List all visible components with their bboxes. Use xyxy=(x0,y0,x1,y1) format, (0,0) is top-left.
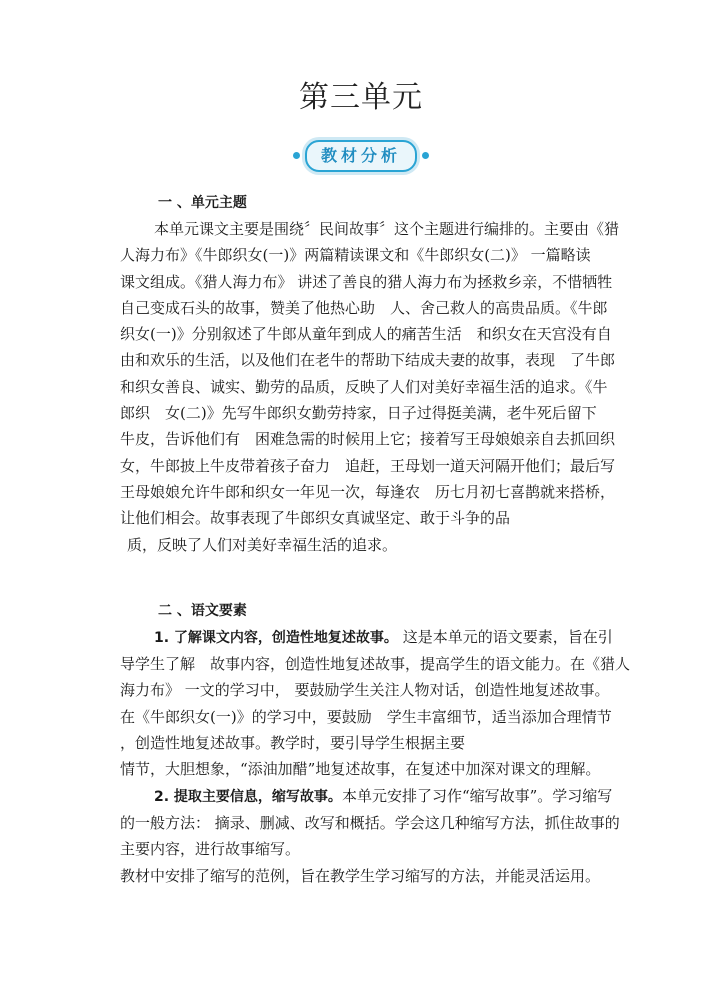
section2-line: 的一般方法： 摘录、删减、改写和概括。学会这几种缩写方法，抓住故事的 xyxy=(120,813,620,832)
item1-lead: 1. 了解课文内容，创造性地复述故事。 xyxy=(154,629,398,646)
section1-line: 郎织 女(二)》先写牛郎织女勤劳持家，日子过得挺美满，老牛死后留下 xyxy=(120,404,597,423)
section-badge xyxy=(305,140,417,172)
badge-container xyxy=(0,140,722,172)
item2-lead: 2. 提取主要信息，缩写故事。 xyxy=(154,788,342,805)
section2-line: 主要内容，进行故事缩写。 xyxy=(120,840,301,859)
section2-line: 导学生了解 故事内容，创造性地复述故事，提高学生的语文能力。在《猎人 xyxy=(120,655,631,674)
section1-line: 人海力布》《牛郎织女(一)》两篇精读课文和《牛郎织女(二)》 一篇略读 xyxy=(120,246,591,265)
section2-line: ，创造性地复述故事。教学时，要引导学生根据主要 xyxy=(120,734,466,753)
spacer xyxy=(120,558,620,584)
section2-line: 教材中安排了缩写的范例，旨在教学生学习缩写的方法，并能灵活运用。 xyxy=(120,866,601,885)
section2-line: 情节，大胆想象，“添油加醋”地复述故事，在复述中加深对课文的理解。 xyxy=(120,760,601,779)
document-body xyxy=(120,190,631,889)
section1-line: 由和欢乐的生活，以及他们在老牛的帮助下结成夫妻的故事，表现 了牛郎 xyxy=(120,351,616,370)
section1-line: 质，反映了人们对美好幸福生活的追求。 xyxy=(127,535,398,554)
section1-line: 课文组成。《猎人海力布》 讲述了善良的猎人海力布为拯救乡亲，不惜牺牲 xyxy=(120,272,613,291)
spacer xyxy=(120,584,620,598)
section1-line: 织女(一)》分别叙述了牛郎从童年到成人的痛苦生活 和织女在天宫没有自 xyxy=(120,325,612,344)
section1-line: 自己变成石头的故事，赞美了他热心助 人、舍己救人的高贵品质。《牛郎 xyxy=(120,298,608,317)
item1-rest: 这是本单元的语文要素，旨在引 xyxy=(397,627,613,646)
section2-line: 在《牛郎织女(一)》的学习中，要鼓励 学生丰富细节，适当添加合理情节 xyxy=(120,707,612,726)
badge-dot-right xyxy=(422,152,429,159)
section2-item1-first-line xyxy=(120,624,620,651)
section1-line: 王母娘娘允许牛郎和织女一年见一次，每逢农 历七月初七喜鹊就来搭桥， xyxy=(120,482,616,501)
badge-dot-left xyxy=(293,152,300,159)
section2-heading: 二 、语文要素 xyxy=(158,602,247,619)
section1-line: 和织女善良、诚实、勤劳的品质，反映了人们对美好幸福生活的追求。《牛 xyxy=(120,377,608,396)
page-title: 第三单元 xyxy=(299,80,423,115)
badge-label: 教材分析 xyxy=(320,146,401,165)
section1-line: 女，牛郎披上牛皮带着孩子奋力 追赶，王母划一道天河隔开他们；最后写 xyxy=(120,456,616,475)
section1-heading: 一 、单元主题 xyxy=(158,195,247,211)
section1-line: 本单元课文主要是围绕〞民间故事〞这个主题进行编排的。主要由《猎 xyxy=(154,220,620,238)
section1-line: 让他们相会。故事表现了牛郎织女真诚坚定、敢于斗争的品 xyxy=(120,509,511,528)
section1-line: 牛皮，告诉他们有 困难急需的时候用上它；接着写王母娘娘亲自去抓回织 xyxy=(120,430,616,449)
item2-rest: 本单元安排了习作“缩写故事”。学习缩写 xyxy=(341,786,613,805)
section2-item2-first-line xyxy=(120,783,620,810)
section2-line: 海力布》 一文的学习中， 要鼓励学生关注人物对话，创造性地复述故事。 xyxy=(120,681,610,700)
